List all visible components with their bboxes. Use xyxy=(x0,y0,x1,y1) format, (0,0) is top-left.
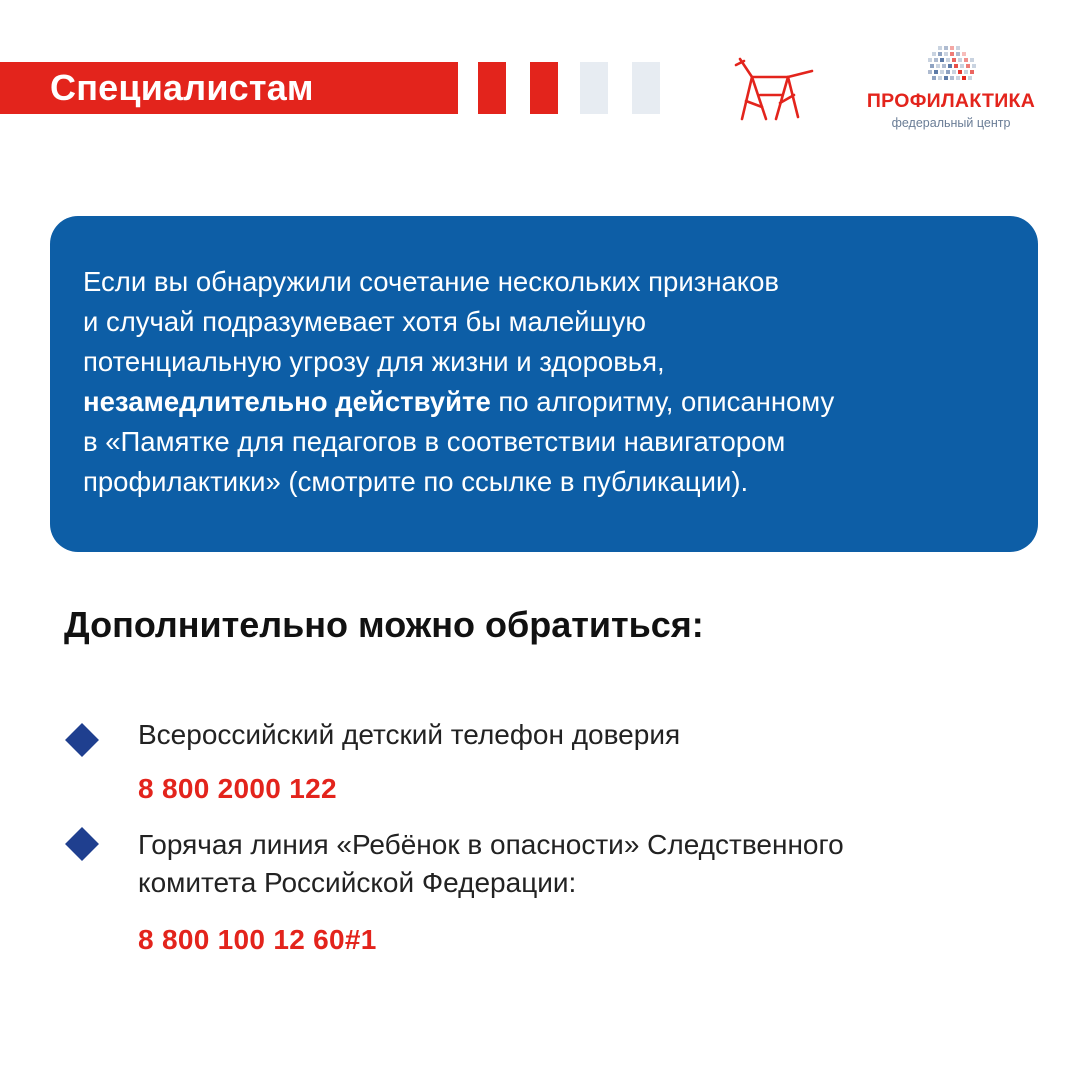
diamond-bullet-icon xyxy=(65,723,99,757)
header-stripe xyxy=(530,62,558,114)
header-stripe xyxy=(632,62,660,114)
contacts-heading: Дополнительно можно обратиться: xyxy=(64,604,704,645)
brand-name: ПРОФИЛАКТИКА xyxy=(866,90,1036,112)
brand-subtitle: федеральный центр xyxy=(891,116,1011,130)
page-title: Специалистам xyxy=(50,67,314,108)
header-stripe xyxy=(478,62,506,114)
contact-label: Горячая линия «Ребёнок в опасности» Следственного комитета Российской Федерации: xyxy=(138,829,844,898)
contact-phone[interactable]: 8 800 100 12 60#1 xyxy=(138,924,377,955)
diamond-bullet-icon xyxy=(65,827,99,861)
info-text-bold: незамедлительно действуйте xyxy=(83,386,491,417)
header-stripe xyxy=(580,62,608,114)
contact-phone[interactable]: 8 800 2000 122 xyxy=(138,773,337,804)
pixel-grid-logo-icon xyxy=(928,46,976,82)
contact-label: Всероссийский детский телефон доверия xyxy=(138,719,681,750)
info-card-text xyxy=(83,262,1018,502)
horse-logo-icon xyxy=(732,55,818,125)
info-text-after: по алгоритму, описанному в «Памятке для педагогов в соответствии навигатором профилактики» (смотрите по ссылке в публикации). xyxy=(83,386,835,497)
info-text-before: Если вы обнаружили сочетание нескольких признаков и случай подразумевает хотя бы малейшую потенциальную угрозу для жизни и здоровья, xyxy=(83,266,780,377)
